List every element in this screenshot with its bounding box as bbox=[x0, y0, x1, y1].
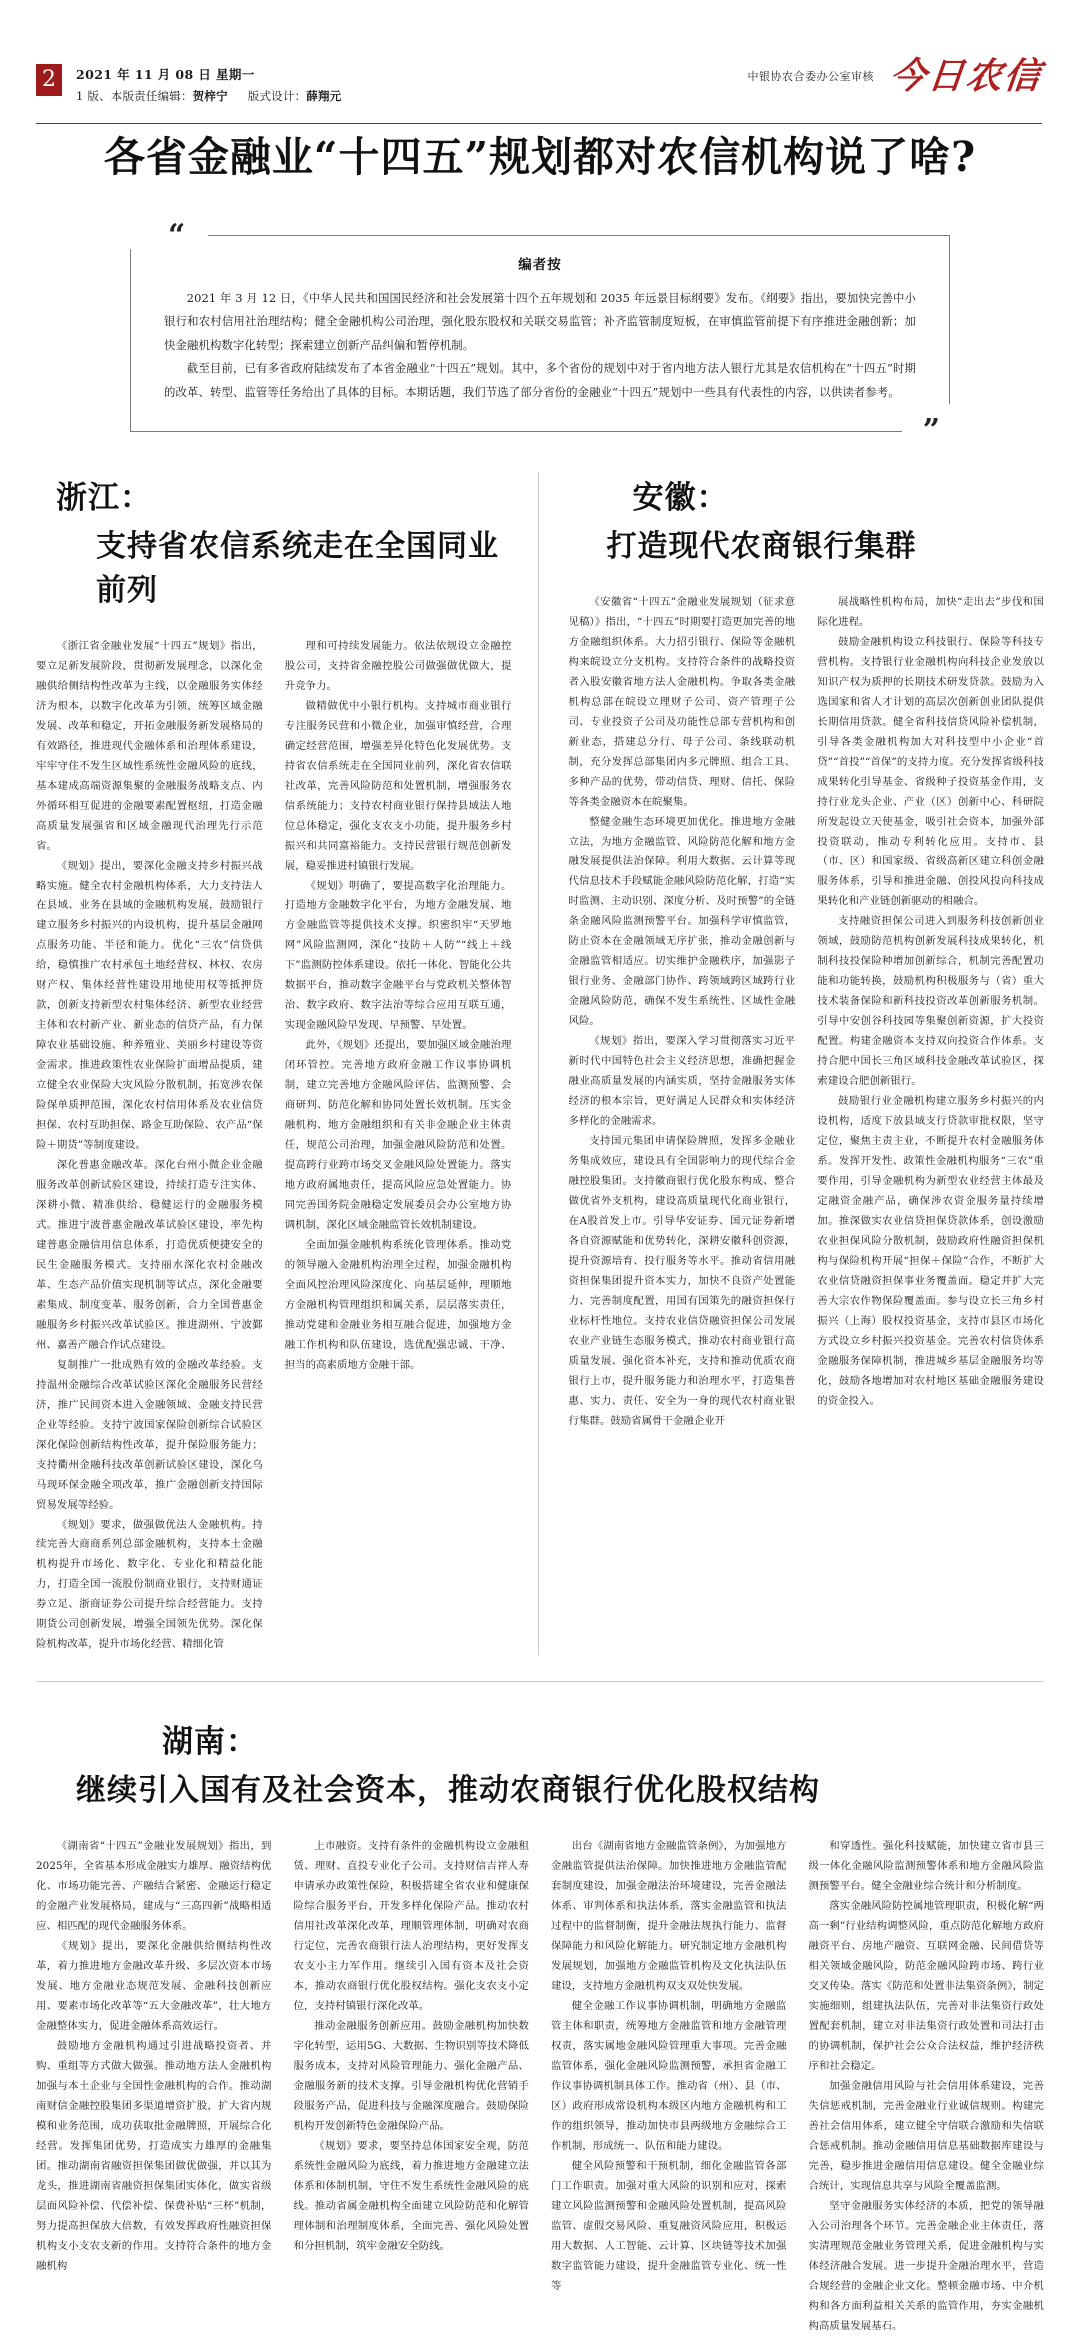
paragraph: 复制推广一批成熟有效的金融改革经验。支持温州金融综合改革试验区深化金融服务民营经济，推广民间资本进入金融领域、金融支持民营企业等经验。支持宁波国家保险创新综合试验区深化保险创新结构性改革，提升保险服务能力；支持衢州金融科技改革创新试验区建设，深化乌马现环保金融全项改革，推广金融创新支持国际贸易发展等经验。 bbox=[36, 1358, 263, 1511]
paragraph: 鼓励银行业金融机构建立服务乡村振兴的内设机构，适度下放县域支行贷款审批权限，坚守定位，聚焦主责主业，不断提升农村金融服务体系。发挥开发性、政策性金融机构服务“三农”重要作用，引导金融机构为新型农业经营主体最及定融资金融产品，确保涉农资金服务量持续增加。推深做实农业信贷担保贷款体系，创设激励农业担保风险分散机制，鼓励政府性融资担保机构与保险机构开展“担保＋保险”合作，不断扩大农业信贷融资担保事业务覆盖面。稳定并扩大完善大宗农作物保险覆盖面。参与设立长三角乡村振兴（上海）股权投资基金，支持市县区市场化方式设立乡村振兴投资基金。完善农村信贷体系金融服务保障机制，推进城乡基层金融服务均等化，鼓励各地增加对农村地区基础金融服务建设的资金投入。 bbox=[817, 1095, 1044, 1407]
section-heading bbox=[36, 472, 512, 517]
paragraph: 《规划》指出，要深入学习贯彻落实习近平新时代中国特色社会主义经济思想，准确把握金融业高质量发展的内涵实质，坚持金融服务实体经济的根本宗旨，更好满足人民群众和实体经济多样化的金融需求。 bbox=[568, 1035, 796, 1128]
quote-close-icon: ” bbox=[922, 412, 940, 448]
paragraph: 健全风险预警和干预机制，细化金融监管各部门工作职责。加强对重大风险的识别和应对，探索建立风险监测预警和金融风险处置机制，提高风险监管、虚假交易风险、重复融资风险应用，积极运用大数据、人工智能、云计算、区块链等技术加强数字监管能力建设，提升金融监管专业化、统一性等 bbox=[551, 2159, 787, 2292]
masthead bbox=[0, 0, 1080, 103]
paragraph: 《规划》提出，要深化金融供给侧结构性改革，着力推进地方金融改革升级、多层次资本市场发展、地方金融业态规范发展、金融科技创新应用、要素市场化改革等“五大金融改革”，壮大地方金融整体实力，促进金融体系高效运行。 bbox=[36, 1940, 272, 2032]
masthead-left bbox=[36, 64, 341, 104]
publication-logo: 今日农信 bbox=[887, 55, 1045, 97]
editor-note-left-rule bbox=[130, 249, 131, 432]
paragraph: 《浙江省金融业发展“十四五”规划》指出，要立足新发展阶段，贯彻新发展理念，以深化金融供给侧结构性改革为主线，以金融服务实体经济为根本，以数字化改革为引领，统筹区域金融发展、改革和稳定，开拓金融服务新发展格局的有效路径，推进现代金融体系和治理体系建设，牢牢守住不发生区域性系统性金融风险的底线，基本建成高端资源集聚的金融服务战略支点、内外循环相互促进的金融要素配置枢纽，打造金融高质量发展强省和区域金融现代治理先行示范省。 bbox=[36, 639, 263, 852]
paragraph: 出台《湖南省地方金融监管条例》，为加强地方金融监管提供法治保障。加快推进地方金融监管配套制度建设，加强金融法治环境建设，完善金融法体系、审判体系和执法体系，落实金融监管和执法过程中的监督制衡，提升金融法规执行能力、监督保障能力和风险化解能力。研究制定地方金融机构发展规划，加强地方金融监管机构及文化执法队伍建设，支持地方金融机构双支双处快发展。 bbox=[551, 1840, 787, 1993]
publication-date: 2021 年 11 月 08 日 星期一 bbox=[76, 67, 255, 82]
text-column bbox=[817, 593, 1044, 1432]
section-heading bbox=[569, 472, 1045, 517]
editor-note-title: 编者按 bbox=[518, 257, 562, 273]
section-divider bbox=[36, 1681, 1044, 1682]
section-anhui bbox=[538, 472, 1045, 1655]
section-subtitle: 打造现代农商银行集群 bbox=[606, 528, 917, 564]
editor-note-bottom-rule bbox=[130, 431, 902, 432]
credit-prefix: 1 版、本版责任编辑： bbox=[76, 89, 193, 103]
masthead-right bbox=[747, 55, 1045, 97]
section-columns bbox=[36, 637, 512, 1655]
paragraph: 展战略性机构布局，加快“走出去”步伐和国际化进程。 bbox=[817, 595, 1044, 628]
editor-note-box bbox=[130, 218, 950, 448]
paragraph: 健全金融工作议事协调机制，明确地方金融监管主体和职责，统筹地方金融监管和地方金融管理权责，落实属地金融风险管理重大事项。完善金融监管体系，强化金融风险监测预警，承担省金融工作议事协调机制具体工作。推动省（州）、县（市、区）政府形成常设机构本级区内地方金融机构和工作的组织领导，推动加快市县两级地方金融综合工作机制，形成统一、队伍和能力建设。 bbox=[551, 2000, 787, 2152]
verification-note: 中银协农合委办公室审核 bbox=[747, 70, 874, 83]
paragraph: 鼓励金融机构设立科技银行、保险等科技专营机构。支持银行业金融机构向科技企业发放以知识产权为质押的长期技术研发贷款。鼓励为入选国家和省人才计划的高层次创新创业团队提供长期信用贷款。健全省科技信贷风险补偿机制，引导各类金融机构加大对科技型中小企业“首贷”“首投”“首保”的支持力度。充分发挥省级科技成果转化引导基金、省级种子投资基金作用，支持行业龙头企业、产业（区）创新中心、科研院所发起设立天使基金，吸引社会资本，加强外部投资联动，推动专利转化应用。支持市、县（市、区）和国家级、省级高新区建立科创金融服务体系，引导和推进金融、创投风投向科技成果转化和产业链创新驱动的相融合。 bbox=[817, 635, 1044, 908]
paragraph: 全面加强金融机构系统化管理体系。推动党的领导融入金融机构治理全过程，加强金融机构全面风控治理风险深度化、向基层延伸，理顺地方金融机构管理组织和属关系，层层落实责任，推动党建和金融业务相互融合促进，加强地方金融工作机构和队伍建设，选优配强忠诚、干净、担当的高素质地方金融干部。 bbox=[284, 1238, 512, 1371]
paragraph: 深化普惠金融改革。深化台州小微企业金融服务改革创新试验区建设，持续打造专注实体、深耕小微、精准供给、稳健运行的金融服务模式。推进宁波普惠金融改革试验区建设，率先构建普惠金融信用信息体系，打造优质便捷安全的民生金融服务模式。支持丽水深化农村金融改革、生态产品价值实现机制等试点，深化金融要素集成、制度变革、服务创新，合力全国普惠金融服务乡村振兴改革试验区。推进湖州、宁波鄞州、嘉善产融合作试点建设。 bbox=[36, 1159, 263, 1351]
text-column bbox=[294, 1837, 530, 2336]
page-title: 各省金融业“十四五”规划都对农信机构说了啥? bbox=[103, 133, 977, 181]
page-number-badge: 2 bbox=[36, 64, 62, 96]
editor-credit bbox=[76, 88, 341, 104]
paragraph: 整健金融生态环境更加优化。推进地方金融立法，为地方金融监管、风险防范化解和地方金融发展提供法治保障。利用大数据、云计算等现代信息技术手段赋能金融风险防范化解，打造“实时监测、主动识别、深度分析、及时预警”的全链条金融风险监测预警平台。加强科学审慎监管，防止资本在金融领域无序扩张，推动金融创新与金融监管相适应。切实维护金融秩序，加强影子银行业务、金融部门协作、跨领域跨区域跨行业金融风险防范，确保不发生系统性、区域性金融风险。 bbox=[568, 815, 796, 1028]
paragraph: 支持融资担保公司进入到服务科技创新创业领域，鼓励防范机构创新发展科技成果转化，机制科技投保险种增加创新综合，机制完善配置功能和功能转换，鼓励机构积极服务与（省）重大技术装备保险和新科技投资改革创新服务机制。引导中安创谷科技园等集聚创新资源，扩大投资配置。构建金融资本支持双向投资合作体系。支持合肥中国长三角区域科技金融改革试验区，探索建设合肥创新银行。 bbox=[817, 915, 1044, 1088]
paragraph: 上市融资。支持有条件的金融机构设立金融租赁、理财、直投专业化子公司。支持财信吉祥人寿申请承办政策性保险，积极搭建全省农业和健康保险综合服务平台，开发多样化保险产品。推动农村信用社改革深化改革，理顺管理体制，明确对农商行定位，完善农商银行法人治理结构，更好发挥支农支小主力军作用。继续引入国有资本及社会资本，推动农商银行优化股权结构。强化支农支小定位，支持村镇银行深化改革。 bbox=[293, 1840, 529, 2013]
editor-note-top-rule bbox=[208, 235, 950, 236]
section-columns bbox=[569, 593, 1045, 1432]
section-heading bbox=[36, 1716, 1044, 1761]
paragraph: 坚守金融服务实体经济的本质，把党的领导融入公司治理各个环节。完善金融企业主体责任，落实清理规范金融业务管理关系，促进金融机构与实体经济融合发展。进一步提升金融治理水平，营造合规经营的金融企业文化。整顿金融市场、中介机构和各方面利益相关关系的监管作用，夯实金融机构高质量发展基石。 bbox=[808, 2199, 1044, 2332]
editor-note-paragraph: 2021 年 3 月 12 日，《中华人民共和国国民经济和社会发展第十四个五年规划和 2035 年远景目标纲要》发布。《纲要》指出，要加快完善中小银行和农村信用社治理结构；健全金融机构公司治理，强化股东股权和关联交易监管；补齐监管制度短板，在审慎监管前提下有序推进金融创新；加快金融机构数字化转型；探索建立创新产品纠偏和暂停机制。 bbox=[164, 291, 916, 352]
paragraph: 推动金融服务创新应用。鼓励金融机构加快数字化转型，运用5G、大数据、生物识别等技术降低服务成本，支持对风险管理能力、强化金融产品、金融服务新的技术支撑。引导金融机构优化营销手段服务产品，促进科技与金融深度融合。鼓励保险机构开发创新特色金融保险产品。 bbox=[293, 2020, 529, 2132]
province-name: 湖南： bbox=[162, 1724, 258, 1761]
editor-note-content bbox=[130, 227, 950, 426]
paragraph: 加强金融信用风险与社会信用体系建设，完善失信惩戒机制，完善金融业行业诚信规则。构建完善社会信用体系，建立健全守信联合激励和失信联合惩戒机制。推动金融信用信息基础数据库建设与完善，稳步推进金融信用信息建设。健全金融业综合统计，实现信息共享与风险全覆盖监测。 bbox=[808, 2079, 1044, 2192]
quote-open-icon: “ bbox=[168, 218, 186, 253]
paragraph: 《规划》提出，要深化金融支持乡村振兴战略实施。健全农村金融机构体系，大力支持法人在县域、业务在县域的金融机构发展，鼓励银行建立服务乡村振兴的内设机构，提升基层金融网点服务功能、半径和能力。优化“三农”信贷供给，稳慎推广农村承包土地经营权、林权、农房财产权、集体经营性建设用地使用权等抵押贷款，创新支持新型农村集体经济、新型农业经营主体和农村新产业、新业态的信贷产品，有力保障农业基础设施、种养殖业、美丽乡村建设等资金需求。推进政策性农业保险扩面增品提质，建立健全农业保险大灾风险分散机制，拓宽涉农保险保单质押范围，深化农村信用体系及农业信贷担保、农村互助担保、路金互助保险、农产品“保险＋期货”等制度建设。 bbox=[36, 859, 263, 1152]
designer-name: 薛翔元 bbox=[306, 89, 342, 103]
province-name: 浙江： bbox=[56, 479, 152, 516]
section-subtitle: 继续引入国有及社会资本，推动农商银行优化股权结构 bbox=[76, 1773, 820, 1809]
paragraph: 支持国元集团申请保险牌照，发挥多金融业务集成效应，建设具有全国影响力的现代综合金融控股集团。支持徽商银行优化股东构成、整合做优省外支机构，建设高质量现代化商业银行，在A股首发上市。引导华安证券、国元证券新增各自资源赋能和优势转化，深耕安徽科创资源，提升资源培育、投行服务等水平。推动省信用融资担保集团提升资本实力，加快不良资产处置能力、完善制度配置，用国有国策先的融资担保行业标杆性地位。支持农业信贷融资担保公司发展农业产业链生态服务模式，推动农村商业银行高质量发展、强化资本补充，支持和推动优质农商银行上市，提升服务能力和治理水平，打造集普惠、实力、责任、安全为一身的现代农村商业银行集群。鼓励省属骨干金融企业开 bbox=[568, 1135, 796, 1427]
editor-name: 贺梓宁 bbox=[192, 89, 228, 103]
text-column bbox=[809, 1837, 1045, 2336]
paragraph: 《规划》明确了，要提高数字化治理能力。打造地方金融数字化平台，为地方金融发展、地方金融监管等提供技术支撑。织密织牢“天罗地网”风险监测网，深化“技防＋人防”“线上＋线下”监测防控体系建设。依托一体化、智能化公共数据平台，推动数字金融平台与党政机关整体智治、数字政府、数字法治等综合应用互联互通，实现金融风险早发现、早预警、早处置。 bbox=[284, 879, 512, 1032]
province-name: 安徽： bbox=[632, 479, 729, 516]
top-sections bbox=[36, 472, 1044, 1655]
text-column bbox=[569, 593, 796, 1432]
paragraph: 《湖南省“十四五”金融业发展规划》指出，到2025年，全省基本形成金融实力雄厚、融资结构优化、市场功能完善、产融结合紧密、金融运行稳定的金融产业发展格局，建成与“三高四新”战略相适应、相匹配的现代金融服务体系。 bbox=[36, 1840, 272, 1933]
text-column bbox=[36, 637, 263, 1655]
section-subtitle: 支持省农信系统走在全国同业前列 bbox=[96, 528, 499, 608]
section-columns bbox=[36, 1837, 1044, 2336]
paragraph: 落实金融风险防控属地管理职责，积极化解“两高一剩”行业结构调整风险，重点防范化解地方政府融资平台、房地产融资、互联网金融、民间借贷等相关领域金融风险，防范金融风险跨市场、跨行业交叉传染。落实《防范和处置非法集资条例》，制定实施细则，组建执法队伍，完善对非法集资行政处置配套机制，建立对非法集资行政处置和司法打击的协调机制，保护社会公众合法权益，维护经济秩序和社会稳定。 bbox=[808, 1900, 1044, 2072]
designer-label: 版式设计： bbox=[247, 89, 307, 103]
paragraph: 和穿透性。强化科技赋能，加快建立省市县三级一体化金融风险监测预警体系和地方金融风险监测预警平台。健全金融业综合统计和分析制度。 bbox=[808, 1840, 1044, 1893]
editor-note-paragraph: 截至目前，已有多省政府陆续发布了本省金融业“十四五”规划。其中，多个省份的规划中对于省内地方法人银行尤其是农信机构在“十四五”时期的改革、转型、监管等任务给出了具体的目标。本期话题，我们节选了部分省份的金融业“十四五”规划中一些具有代表性的内容，以供读者参考。 bbox=[164, 361, 916, 399]
paragraph: 《规划》要求，要坚持总体国家安全观，防范系统性金融风险为底线，着力推进地方金融建立法体系和体制机制，守住不发生系统性金融风险的底线。推动省属金融机构全面建立风险防范和化解管理体制和治理制度体系，全面完善、强化风险处置和分担机制，筑牢金融安全防线。 bbox=[293, 2139, 529, 2252]
paragraph: 理和可持续发展能力。依法依规设立金融控股公司，支持省金融控股公司做强做优做大，提升竞争力。 bbox=[284, 639, 512, 692]
section-zhejiang bbox=[36, 472, 538, 1655]
editor-note-right-rule bbox=[949, 235, 950, 404]
masthead-text-block bbox=[76, 64, 341, 104]
paragraph: 此外，《规划》还提出，要加强区域金融治理闭环管控。完善地方政府金融工作议事协调机制，建立完善地方金融风险评估、监测预警、会商研判、防范化解和协同处置长效机制。压实金融机构、地方金融组织和有关非金融企业主体责任，规范公司治理，加强金融风险防范和处置。提高跨行业跨市场交叉金融风险处置能力。落实地方政府属地责任，提高风险应急处置能力。协同完善国务院金融稳定发展委员会办公室地方协调机制，深化区域金融监管长效机制建设。 bbox=[284, 1039, 512, 1231]
paragraph: 《规划》要求，做强做优法人金融机构。持续完善大商商系列总部金融机构，支持本土金融机构提升市场化、数字化、专业化和精益化能力，打造全国一流股份制商业银行，支持财通证券立足、浙商证券公司提升综合经营能力。支持期货公司创新发展，增强全国领先优势。深化保险机构改革，提升市场化经营、精细化管 bbox=[36, 1518, 263, 1651]
masthead-rule bbox=[36, 123, 1042, 124]
paragraph: 鼓励地方金融机构通过引进战略投资者、并购、重组等方式做大做强。推动地方法人金融机构加强与本土企业与全国性金融机构的合作。推动湖南财信金融控股集团多渠道增资扩股，扩大省内规模和业务范围，成功获取批金融牌照，开展综合化经营。发挥集团优势，打造成实力雄厚的金融集团。推动湖南省融资担保集团做优做强，并以其为龙头，推进湖南省融资担保集团实体化，做实省级层面风险补偿、代偿补偿、保费补贴“三杯”机制，努力提高担保放大倍数，有效发挥政府性融资担保机构支小支农支新的作用。支持符合条件的地方金融机构 bbox=[36, 2039, 272, 2272]
paragraph: 做精做优中小银行机构。支持城市商业银行专注服务民营和小微企业，加强审慎经营，合理确定经营范围，增强差异化特色化发展优势。支持省农信系统走在全国同业前列，深化省农信联社改革，完善风险防范和处置机制，增强服务农信系统能力；支持农村商业银行保持县域法人地位总体稳定，强化支农支小功能，提升服务乡村振兴和共同富裕能力。支持民营银行规范创新发展，稳妥推进村镇银行发展。 bbox=[284, 699, 512, 872]
text-column bbox=[36, 1837, 272, 2336]
section-hunan bbox=[36, 1716, 1044, 2336]
text-column bbox=[285, 637, 512, 1655]
paragraph: 《安徽省“十四五”金融业发展规划（征求意见稿）》指出，“十四五”时期要打造更加完善的地方金融组织体系。大力招引银行、保险等金融机构来皖设立分支机构。支持符合条件的战略投资者入股安徽省地方法人金融机构。争取各类金融机构总部在皖设立理财子公司、资产管理子公司、专业投资子公司及功能性总部专营机构和创新业态，搭建总分行、母子公司、条线联动机制，充分发挥总部集团内多元牌照、组合工具、多种产品的优势，带动信贷、理财、信托、保险等各类金融资本在皖聚集。 bbox=[568, 595, 796, 808]
text-column bbox=[551, 1837, 787, 2336]
